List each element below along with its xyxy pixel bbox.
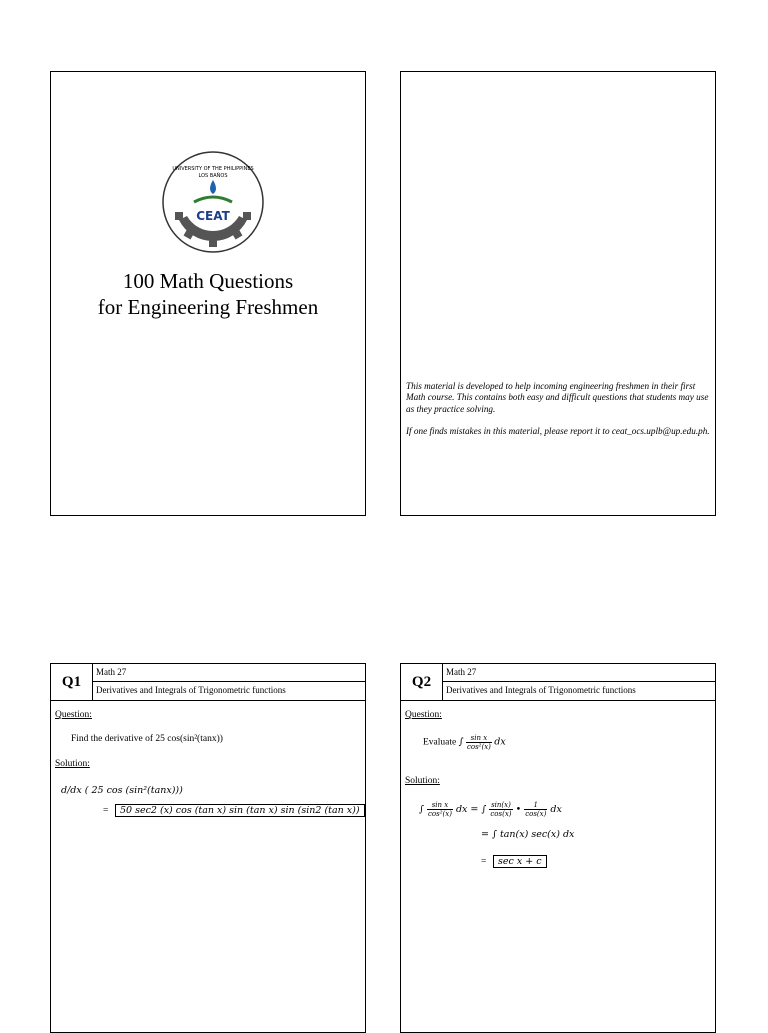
integral-sign: ∫	[458, 736, 464, 748]
cover-title-line-2: for Engineering Freshmen	[97, 295, 319, 319]
fraction-numerator: sin x	[466, 734, 492, 743]
cover-page	[50, 71, 366, 516]
step1-fraction-1	[427, 801, 453, 818]
equals-sign: =	[481, 857, 487, 867]
fraction-numerator: 1	[524, 801, 547, 810]
fraction-numerator: sin x	[427, 801, 453, 810]
course-label: Math 27	[92, 664, 365, 682]
intro-paragraph-2: If one finds mistakes in this material, please report it to ceat_ocs.uplb@up.edu.ph.	[406, 426, 710, 437]
question-number: Q2	[401, 664, 443, 700]
fraction-numerator: sin(x)	[491, 801, 511, 809]
question-label: Question:	[405, 710, 442, 720]
solution-label: Solution:	[55, 759, 90, 769]
step1-fraction-3	[524, 801, 547, 818]
intro-page	[400, 71, 716, 516]
differential: dx	[494, 736, 506, 748]
question-fraction	[466, 734, 492, 751]
question-card-q2	[400, 663, 716, 1033]
fraction-denominator: cos(x)	[490, 810, 512, 818]
solution-step-2: = ∫ tan(x) sec(x) dx	[481, 829, 575, 840]
intro-text	[406, 381, 711, 449]
equals-sign: =	[103, 806, 109, 816]
solution-step-1: d/dx ( 25 cos (sin²(tanx)))	[61, 785, 183, 796]
step1-fraction-2	[489, 801, 512, 818]
question-card-q1	[50, 663, 366, 1033]
question-header	[401, 664, 715, 701]
question-expression	[423, 734, 506, 751]
answer-box: sec x + c	[493, 855, 547, 868]
solution-label: Solution:	[405, 776, 440, 786]
question-label: Question:	[55, 710, 92, 720]
differential: dx	[550, 804, 562, 815]
course-label: Math 27	[442, 664, 715, 682]
question-number: Q1	[51, 664, 93, 700]
multiply-dot: •	[515, 804, 522, 815]
solution-step-1	[419, 801, 562, 818]
fraction-denominator: cos(x)	[525, 810, 547, 818]
ceat-logo	[161, 150, 265, 254]
fraction-denominator: cos²(x)	[427, 810, 452, 818]
integral-sign: ∫	[419, 804, 424, 815]
answer-box: 50 sec2 (x) cos (tan x) sin (tan x) sin (sin2 (tan x))	[115, 804, 365, 817]
logo-caption-2: LOS BAÑOS	[198, 173, 228, 179]
topic-label: Derivatives and Integrals of Trigonometric functions	[96, 685, 286, 695]
question-header	[51, 664, 365, 701]
logo-brand: CEAT	[196, 209, 230, 223]
step1-middle: dx = ∫	[455, 804, 487, 815]
topic-label: Derivatives and Integrals of Trigonometric functions	[446, 685, 636, 695]
fraction-denominator: cos²(x)	[466, 743, 491, 751]
question-text: Find the derivative of 25 cos(sin²(tanx))	[71, 734, 223, 744]
logo-caption: UNIVERSITY OF THE PHILIPPINES	[172, 166, 254, 172]
question-prefix: Evaluate	[423, 737, 457, 748]
cover-title	[51, 268, 365, 320]
cover-title-line-1: 100 Math Questions	[122, 269, 294, 293]
intro-paragraph-1: This material is developed to help incoming engineering freshmen in their first Math course. This contains both easy and difficult questions that students may use as they practice solving.	[406, 381, 709, 414]
